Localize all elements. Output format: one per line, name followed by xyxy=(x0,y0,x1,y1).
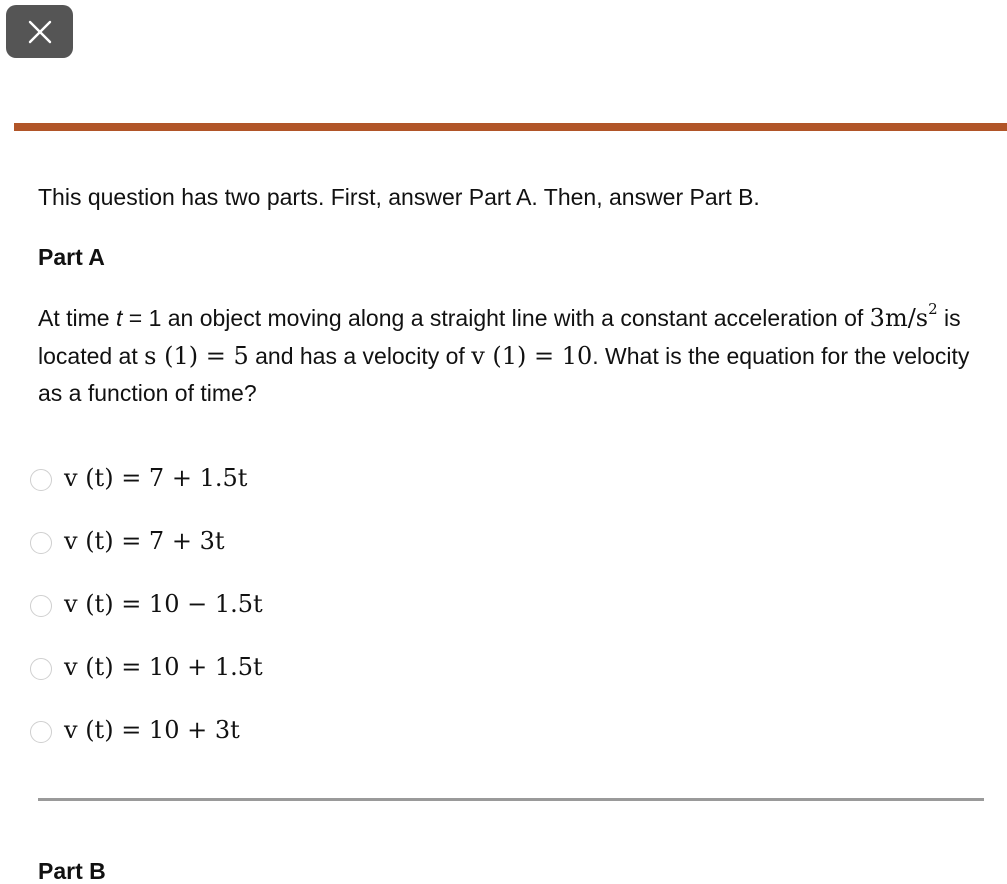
acceleration-base: 3m/s xyxy=(869,304,929,332)
instructions-text: This question has two parts. First, answer Part A. Then, answer Part B. xyxy=(38,184,760,210)
part-a-heading: Part A xyxy=(38,244,105,270)
answer-option-2[interactable] xyxy=(30,511,263,574)
radio-button[interactable] xyxy=(30,595,52,617)
acceleration-exponent: 2 xyxy=(928,300,938,318)
part-b-heading: Part B xyxy=(38,858,106,884)
question-text-2: = 1 an object moving along a straight line with a constant acceleration of xyxy=(122,305,870,331)
radio-button[interactable] xyxy=(30,532,52,554)
accent-rule xyxy=(14,123,1007,131)
answer-option-3[interactable] xyxy=(30,574,263,637)
part-a-question xyxy=(38,300,988,413)
close-button[interactable] xyxy=(6,5,73,58)
answer-option-1[interactable] xyxy=(30,448,263,511)
answer-option-4[interactable] xyxy=(30,637,263,700)
question-text-4: and has a velocity of xyxy=(248,342,472,369)
radio-button[interactable] xyxy=(30,721,52,743)
velocity-equation: v (1) = 10 xyxy=(471,341,593,370)
close-icon xyxy=(27,19,53,45)
time-variable: t xyxy=(115,305,123,331)
question-text-5: . What is the equation for the velocity as a function of time? xyxy=(38,342,970,406)
radio-button[interactable] xyxy=(30,469,52,491)
answer-option-label: v (t) = 7 + 1.5t xyxy=(64,463,248,492)
question-text-1: At time xyxy=(38,305,116,331)
answer-options xyxy=(30,448,263,763)
answer-option-label: v (t) = 7 + 3t xyxy=(64,526,225,555)
question-text-3: is located at xyxy=(38,305,961,369)
answer-option-5[interactable] xyxy=(30,700,263,763)
answer-option-label: v (t) = 10 − 1.5t xyxy=(64,589,263,618)
radio-button[interactable] xyxy=(30,658,52,680)
answer-option-label: v (t) = 10 + 3t xyxy=(64,715,240,744)
acceleration-value xyxy=(869,300,938,332)
section-divider xyxy=(38,798,984,801)
position-equation: s (1) = 5 xyxy=(144,341,249,370)
answer-option-label: v (t) = 10 + 1.5t xyxy=(64,652,263,681)
